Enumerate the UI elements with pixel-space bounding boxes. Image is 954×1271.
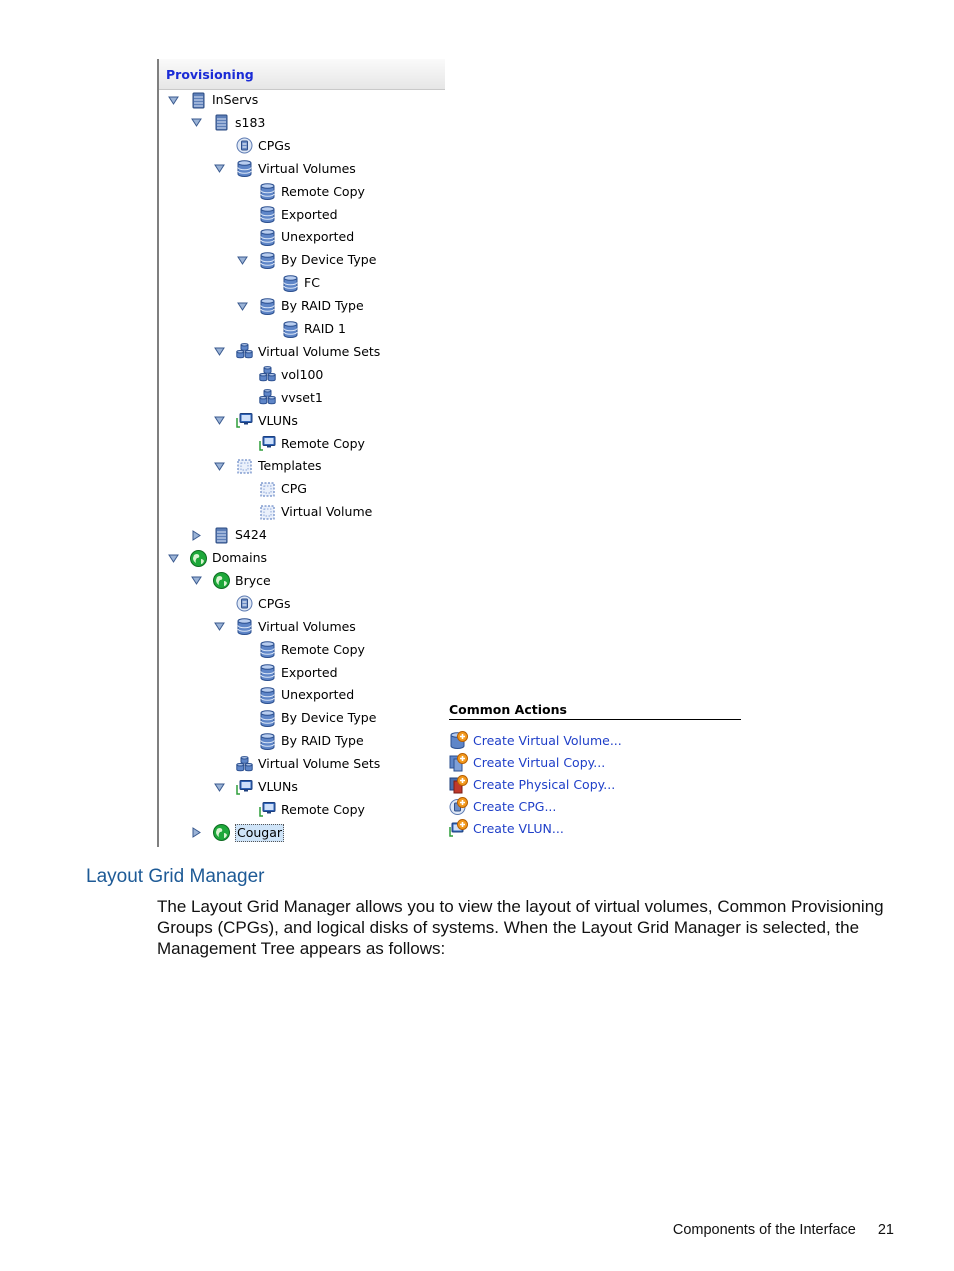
- footer-chapter: Components of the Interface: [672, 1222, 856, 1238]
- tree-node-vluns[interactable]: [214, 411, 298, 431]
- vlun-monitor-icon: [259, 435, 276, 452]
- tree-node-vluns[interactable]: [214, 777, 298, 797]
- database-icon: [259, 183, 276, 200]
- tree-spacer: [237, 232, 248, 243]
- tree-spacer: [237, 392, 248, 403]
- tree-node-exported[interactable]: [237, 663, 338, 683]
- tree-node-s183[interactable]: [191, 113, 265, 133]
- action-link[interactable]: Create VLUN...: [473, 820, 564, 836]
- tree-spacer: [237, 804, 248, 815]
- tree-node-label: vvset1: [281, 389, 323, 405]
- tree-node-remote-copy[interactable]: [237, 434, 365, 454]
- expand-arrow-icon[interactable]: [214, 621, 225, 632]
- expand-arrow-icon[interactable]: [214, 782, 225, 793]
- tree-node-cpgs[interactable]: [214, 594, 290, 614]
- tree-node-label: By RAID Type: [281, 298, 364, 314]
- expand-arrow-icon[interactable]: [214, 163, 225, 174]
- vlun-monitor-icon: [259, 801, 276, 818]
- domain-globe-icon: [190, 550, 207, 567]
- server-stack-icon: [213, 527, 230, 544]
- tree-node-domains[interactable]: [168, 548, 267, 568]
- tree-node-label: Domains: [212, 550, 268, 565]
- tree-node-label: Remote Copy: [281, 435, 365, 451]
- cpg-icon: [236, 137, 253, 154]
- expand-arrow-icon[interactable]: [214, 461, 225, 472]
- database-icon: [259, 252, 276, 269]
- tree-spacer: [237, 209, 248, 220]
- create-virtual-copy-icon: [449, 753, 468, 772]
- tree-node-unexported[interactable]: [237, 227, 354, 247]
- action-link[interactable]: Create CPG...: [473, 798, 557, 814]
- database-icon: [259, 641, 276, 658]
- database-icon: [259, 710, 276, 727]
- action-create-virtual-volume[interactable]: [449, 730, 622, 750]
- database-icon: [259, 733, 276, 750]
- tree-node-vol100[interactable]: [237, 365, 323, 385]
- action-link[interactable]: Create Virtual Copy...: [473, 754, 606, 770]
- action-create-cpg[interactable]: [449, 796, 556, 816]
- tree-node-unexported[interactable]: [237, 685, 354, 705]
- tree-node-cpgs[interactable]: [214, 136, 290, 156]
- tree-node-fc[interactable]: [260, 273, 320, 293]
- database-icon: [236, 618, 253, 635]
- tree-node-label: VLUNs: [258, 412, 298, 428]
- tree-node-label: Virtual Volume: [281, 504, 373, 520]
- tree-node-label: vol100: [281, 366, 324, 382]
- tree-node-label: By Device Type: [281, 710, 377, 726]
- tree-node-remote-copy[interactable]: [237, 640, 365, 660]
- tree-node-label: Bryce: [235, 572, 271, 588]
- tree-node-templates[interactable]: [214, 456, 322, 476]
- create-physical-copy-icon: [449, 775, 468, 794]
- tree-node-virtual-volumes[interactable]: [214, 617, 356, 637]
- tree-spacer: [237, 484, 248, 495]
- volume-set-icon: [236, 756, 253, 773]
- page-number: 21: [877, 1222, 894, 1238]
- domain-globe-icon: [213, 824, 230, 841]
- expand-arrow-icon[interactable]: [237, 255, 248, 266]
- tree-node-virtual-volume[interactable]: [237, 502, 372, 522]
- tree-spacer: [237, 690, 248, 701]
- expand-arrow-icon[interactable]: [214, 415, 225, 426]
- tree-node-label: Templates: [258, 458, 322, 474]
- vlun-monitor-icon: [236, 779, 253, 796]
- tree-node-label: Remote Copy: [281, 183, 365, 199]
- tree-node-by-raid-type[interactable]: [237, 731, 364, 751]
- database-icon: [259, 298, 276, 315]
- tree-node-virtual-volume-sets[interactable]: [214, 342, 380, 362]
- tree-node-label: InServs: [212, 92, 259, 107]
- tree-spacer: [237, 713, 248, 724]
- tree-node-label: RAID 1: [304, 321, 346, 336]
- template-icon: [259, 481, 276, 498]
- tree-spacer: [214, 759, 225, 770]
- tree-node-virtual-volumes[interactable]: [214, 159, 356, 179]
- tree-node-label: Unexported: [281, 687, 355, 703]
- tree-node-label: s183: [235, 114, 266, 130]
- tree-node-cpg[interactable]: [237, 479, 307, 499]
- tree-node-cougar[interactable]: [191, 823, 284, 843]
- tree-node-virtual-volume-sets[interactable]: [214, 754, 380, 774]
- database-icon: [236, 160, 253, 177]
- tree-spacer: [214, 140, 225, 151]
- tree-node-bryce[interactable]: [191, 571, 271, 591]
- volume-set-icon: [259, 366, 276, 383]
- tree-spacer: [237, 644, 248, 655]
- tree-node-label: Unexported: [281, 229, 355, 245]
- server-stack-icon: [190, 92, 207, 109]
- tree-node-label: By RAID Type: [281, 733, 364, 749]
- tree-spacer: [237, 667, 248, 678]
- tree-node-label: Exported: [281, 664, 338, 680]
- provisioning-header: [159, 59, 445, 90]
- action-create-physical-copy[interactable]: [449, 774, 615, 794]
- server-stack-icon: [213, 114, 230, 131]
- tree-node-label: Remote Copy: [281, 801, 365, 817]
- tree-node-by-device-type[interactable]: [237, 250, 376, 270]
- template-icon: [259, 504, 276, 521]
- expand-arrow-icon[interactable]: [214, 346, 225, 357]
- section-title: Layout Grid Manager: [86, 866, 265, 887]
- tree-node-label: By Device Type: [281, 252, 377, 268]
- cpg-icon: [236, 595, 253, 612]
- database-icon: [259, 664, 276, 681]
- database-icon: [259, 206, 276, 223]
- tree-spacer: [237, 507, 248, 518]
- volume-set-icon: [236, 343, 253, 360]
- tree-spacer: [237, 438, 248, 449]
- collapse-arrow-icon[interactable]: [191, 530, 202, 541]
- expand-arrow-icon[interactable]: [168, 95, 179, 106]
- tree-node-label: Virtual Volume Sets: [258, 756, 381, 772]
- action-link[interactable]: Create Physical Copy...: [473, 776, 616, 792]
- tree-node-label: FC: [304, 275, 320, 291]
- panel-border: [157, 59, 159, 847]
- tree-node-exported[interactable]: [237, 205, 338, 225]
- tree-spacer: [260, 324, 271, 335]
- tree-node-vvset1[interactable]: [237, 388, 323, 408]
- expand-arrow-icon[interactable]: [237, 301, 248, 312]
- tree-node-raid-1[interactable]: [260, 319, 346, 339]
- tree-node-label: Virtual Volume Sets: [258, 343, 381, 359]
- common-actions-title: Common Actions: [449, 702, 741, 720]
- database-icon: [282, 321, 299, 338]
- tree-node-remote-copy[interactable]: [237, 182, 365, 202]
- common-actions-panel: [449, 702, 743, 836]
- tree-spacer: [237, 736, 248, 747]
- domain-globe-icon: [213, 572, 230, 589]
- provisioning-screenshot: [157, 59, 747, 849]
- tree-node-label: S424: [235, 527, 267, 543]
- action-create-virtual-copy[interactable]: [449, 752, 605, 772]
- action-link[interactable]: Create Virtual Volume...: [473, 732, 622, 748]
- database-icon: [282, 275, 299, 292]
- tree-node-label: Exported: [281, 206, 338, 222]
- page-footer: [673, 1222, 894, 1238]
- expand-arrow-icon[interactable]: [191, 575, 202, 586]
- tree-node-label: CPGs: [258, 595, 291, 611]
- tree-node-by-raid-type[interactable]: [237, 296, 364, 316]
- tree-node-label: Remote Copy: [281, 641, 365, 657]
- create-cpg-icon: [449, 797, 468, 816]
- tree-node-by-device-type[interactable]: [237, 708, 376, 728]
- provisioning-title: Provisioning: [166, 67, 254, 82]
- tree-node-label: Virtual Volumes: [258, 618, 356, 634]
- tree-node-label: CPG: [281, 481, 307, 497]
- database-icon: [259, 687, 276, 704]
- create-virtual-volume-icon: [449, 731, 468, 750]
- tree-node-label: CPGs: [258, 137, 291, 153]
- create-vlun-icon: [449, 819, 468, 838]
- tree-node-label: VLUNs: [258, 779, 298, 794]
- tree-spacer: [237, 369, 248, 380]
- volume-set-icon: [259, 389, 276, 406]
- tree-spacer: [237, 186, 248, 197]
- action-create-vlun[interactable]: [449, 818, 564, 838]
- vlun-monitor-icon: [236, 412, 253, 429]
- template-icon: [236, 458, 253, 475]
- tree-node-label: Virtual Volumes: [258, 160, 356, 176]
- collapse-arrow-icon[interactable]: [191, 827, 202, 838]
- tree-node-label: Cougar: [237, 824, 283, 840]
- tree-node-remote-copy[interactable]: [237, 800, 365, 820]
- tree-spacer: [260, 278, 271, 289]
- expand-arrow-icon[interactable]: [168, 553, 179, 564]
- database-icon: [259, 229, 276, 246]
- tree-node-inservs[interactable]: [168, 90, 258, 110]
- section-body: The Layout Grid Manager allows you to view the layout of virtual volumes, Common Provisioning Groups (CPGs), and logical disks of systems. When the Layout Grid Manager is selected, the Management Tree appears as follows:: [157, 897, 884, 958]
- tree-node-s424[interactable]: [191, 525, 267, 545]
- expand-arrow-icon[interactable]: [191, 117, 202, 128]
- tree-spacer: [214, 598, 225, 609]
